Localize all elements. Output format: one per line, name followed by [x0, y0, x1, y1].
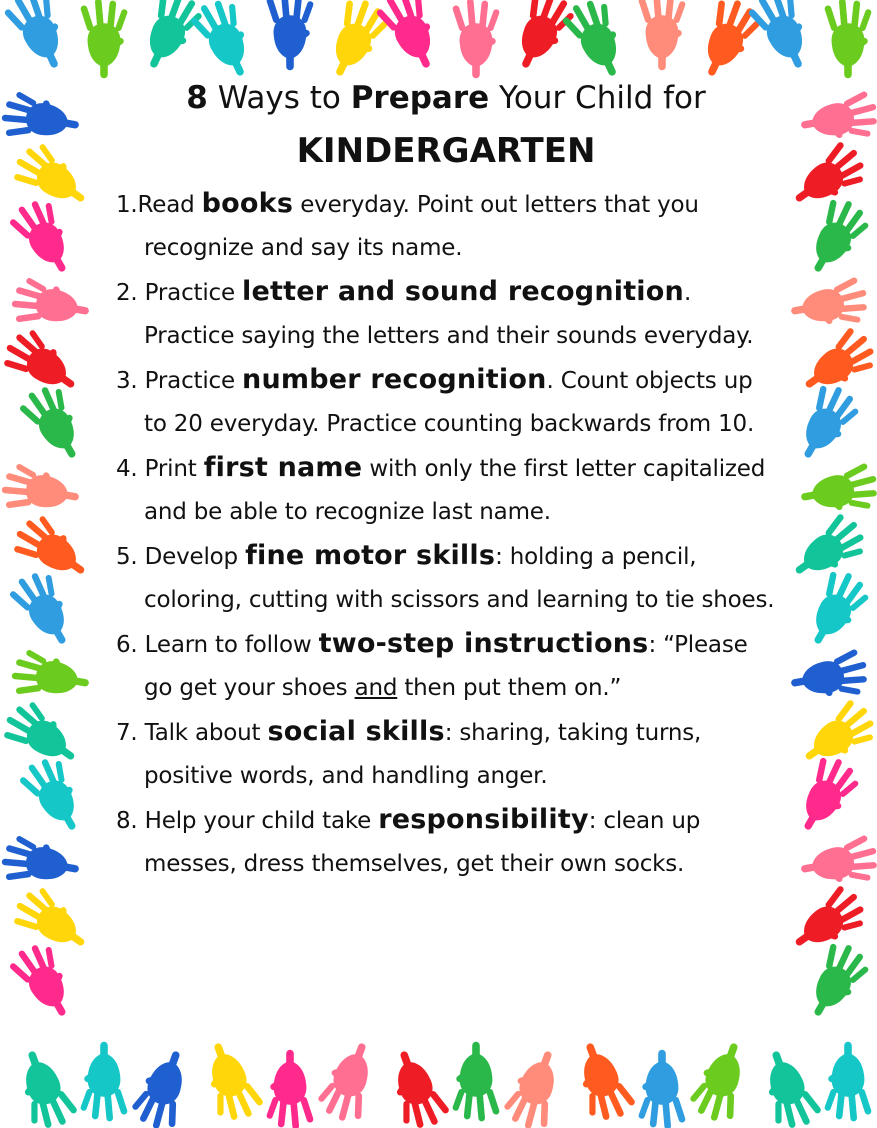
handprint-icon — [7, 136, 97, 219]
handprint-icon — [80, 0, 128, 78]
handprint-icon — [7, 880, 97, 963]
handprint-icon — [499, 1043, 572, 1128]
handprint-icon — [372, 0, 450, 77]
handprint-icon — [266, 0, 314, 70]
handprint-icon — [685, 1035, 758, 1127]
handprint-icon — [783, 136, 873, 219]
handprint-icon — [796, 936, 875, 1026]
handprint-icon — [796, 564, 875, 654]
handprint-icon — [9, 647, 93, 707]
handprint-icon — [786, 750, 865, 840]
list-item: 8. Help your child take responsibility: clean up messes, dress themselves, get their own socks. — [116, 804, 701, 877]
handprint-icon — [452, 0, 500, 78]
handprint-icon — [9, 275, 93, 335]
handprint-icon — [15, 750, 94, 840]
handprint-icon — [786, 378, 865, 468]
handprint-icon — [787, 647, 871, 707]
list-item: 1.Read books everyday. Point out letters that you recognize and say its name. — [116, 188, 699, 261]
handprint-icon — [797, 89, 877, 149]
handprint-icon — [824, 0, 872, 78]
handprint-icon — [783, 880, 873, 963]
handprint-icon — [127, 1043, 200, 1128]
handprint-icon — [7, 508, 97, 591]
handprint-icon — [638, 1050, 686, 1128]
handprint-icon — [824, 1042, 872, 1122]
page-title: 8 Ways to Prepare Your Child for KINDERGARTEN — [112, 72, 780, 178]
handprint-icon — [194, 1035, 267, 1127]
handprint-icon — [744, 0, 822, 77]
handprint-icon — [796, 192, 875, 282]
handprint-icon — [752, 1043, 825, 1128]
list-item: 6. Learn to follow two-step instructions: “Please go get your shoes and then put them on.” — [116, 628, 748, 701]
handprint-icon — [797, 461, 877, 521]
list-item: 2. Practice letter and sound recognition. Practice saying the letters and their sounds everyday. — [116, 276, 754, 349]
handprint-icon — [80, 1042, 128, 1122]
handprint-icon — [130, 0, 208, 78]
handprint-icon — [566, 1035, 639, 1127]
handprint-icon — [452, 1042, 500, 1122]
handprint-icon — [787, 275, 871, 335]
tips-list — [112, 182, 780, 886]
handprint-icon — [0, 461, 83, 521]
handprint-icon — [313, 1035, 386, 1127]
handprint-icon — [797, 833, 877, 893]
list-item: 7. Talk about social skills: sharing, taking turns, positive words, and handling anger. — [116, 716, 702, 789]
handprint-icon — [380, 1043, 453, 1128]
handprint-icon — [15, 378, 94, 468]
list-item: 5. Develop fine motor skills: holding a pencil, coloring, cutting with scissors and learning to tie shoes. — [116, 540, 775, 613]
handprint-icon — [0, 0, 78, 77]
handprint-icon — [638, 0, 686, 70]
handprint-icon — [266, 1050, 314, 1128]
handprint-icon — [783, 508, 873, 591]
handprint-icon — [5, 192, 84, 282]
handprint-icon — [5, 564, 84, 654]
handprint-icon — [8, 1043, 81, 1128]
handprint-icon — [5, 936, 84, 1026]
handprint-icon — [0, 833, 83, 893]
handprint-icon — [0, 89, 83, 149]
title-kindergarten: KINDERGARTEN — [296, 131, 596, 171]
list-item: 3. Practice number recognition. Count objects up to 20 everyday. Practice counting backwards from 10. — [116, 364, 755, 437]
handprint-icon — [502, 0, 580, 78]
list-item: 4. Print first name with only the first letter capitalized and be able to recognize last name. — [116, 452, 766, 525]
main-content — [112, 72, 780, 886]
